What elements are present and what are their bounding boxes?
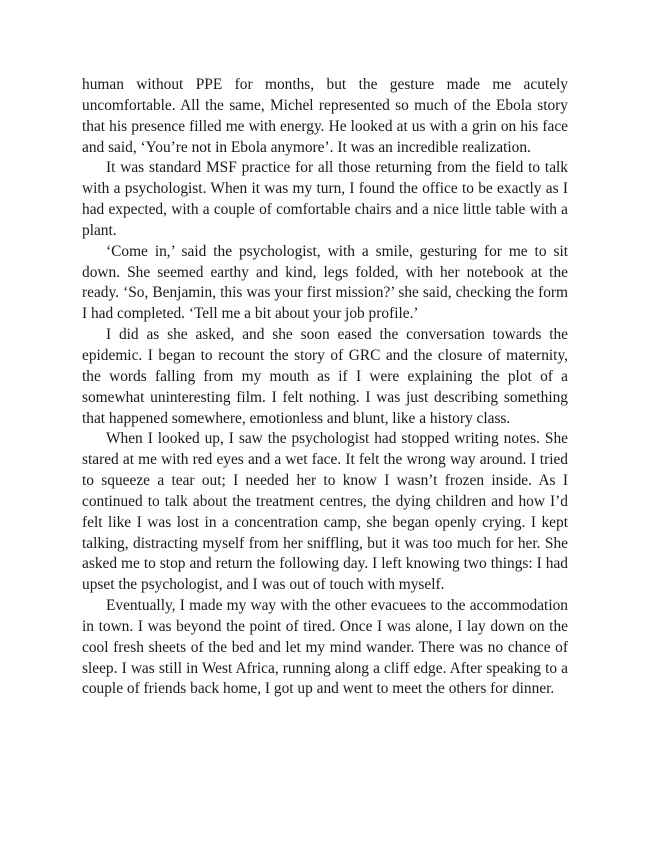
paragraph-3: ‘Come in,’ said the psychologist, with a smile, gesturing for me to sit down. She seemed earthy and kind, legs folded, with her notebook at the ready. ‘So, Benjamin, this was your first mission?’ she said, checking the form I had completed. ‘Tell me a bit about your job profile.’ (82, 242, 568, 323)
paragraph-4: I did as she asked, and she soon eased the conversation towards the epidemic. I began to recount the story of GRC and the closure of maternity, the words falling from my mouth as if I were explaining the plot of a somewhat uninteresting film. I felt nothing. I was just describing something that happened somewhere, emotionless and blunt, like a history class. (82, 326, 568, 427)
paragraph-5: When I looked up, I saw the psychologist had stopped writing notes. She stared at me with red eyes and a wet face. It felt the wrong way around. I tried to squeeze a tear out; I needed her to know I wasn’t frozen inside. As I continued to talk about the treatment centres, the dying children and how I’d felt like I was lost in a concentration camp, she began openly crying. I kept talking, distracting myself from her sniffling, but it was too much for her. She asked me to stop and return the following day. I left knowing two things: I had upset the psychologist, and I was out of touch with myself. (82, 430, 568, 594)
paragraph-6: Eventually, I made my way with the other evacuees to the accommodation in town. I was beyond the point of tired. Once I was alone, I lay down on the cool fresh sheets of the bed and let my mind wander. There was no chance of sleep. I was still in West Africa, running along a cliff edge. After speaking to a couple of friends back home, I got up and went to meet the others for dinner. (82, 597, 568, 698)
paragraph-2: It was standard MSF practice for all those returning from the field to talk with a psychologist. When it was my turn, I found the office to be exactly as I had expected, with a couple of comfortable chairs and a nice little table with a plant. (82, 159, 568, 239)
paragraph-1: human without PPE for months, but the gesture made me acutely uncomfortable. All the same, Michel represented so much of the Ebola story that his presence filled me with energy. He looked at us with a grin on his face and said, ‘You’re not in Ebola anymore’. It was an incredible realization. (82, 76, 568, 156)
page-body (82, 75, 568, 700)
